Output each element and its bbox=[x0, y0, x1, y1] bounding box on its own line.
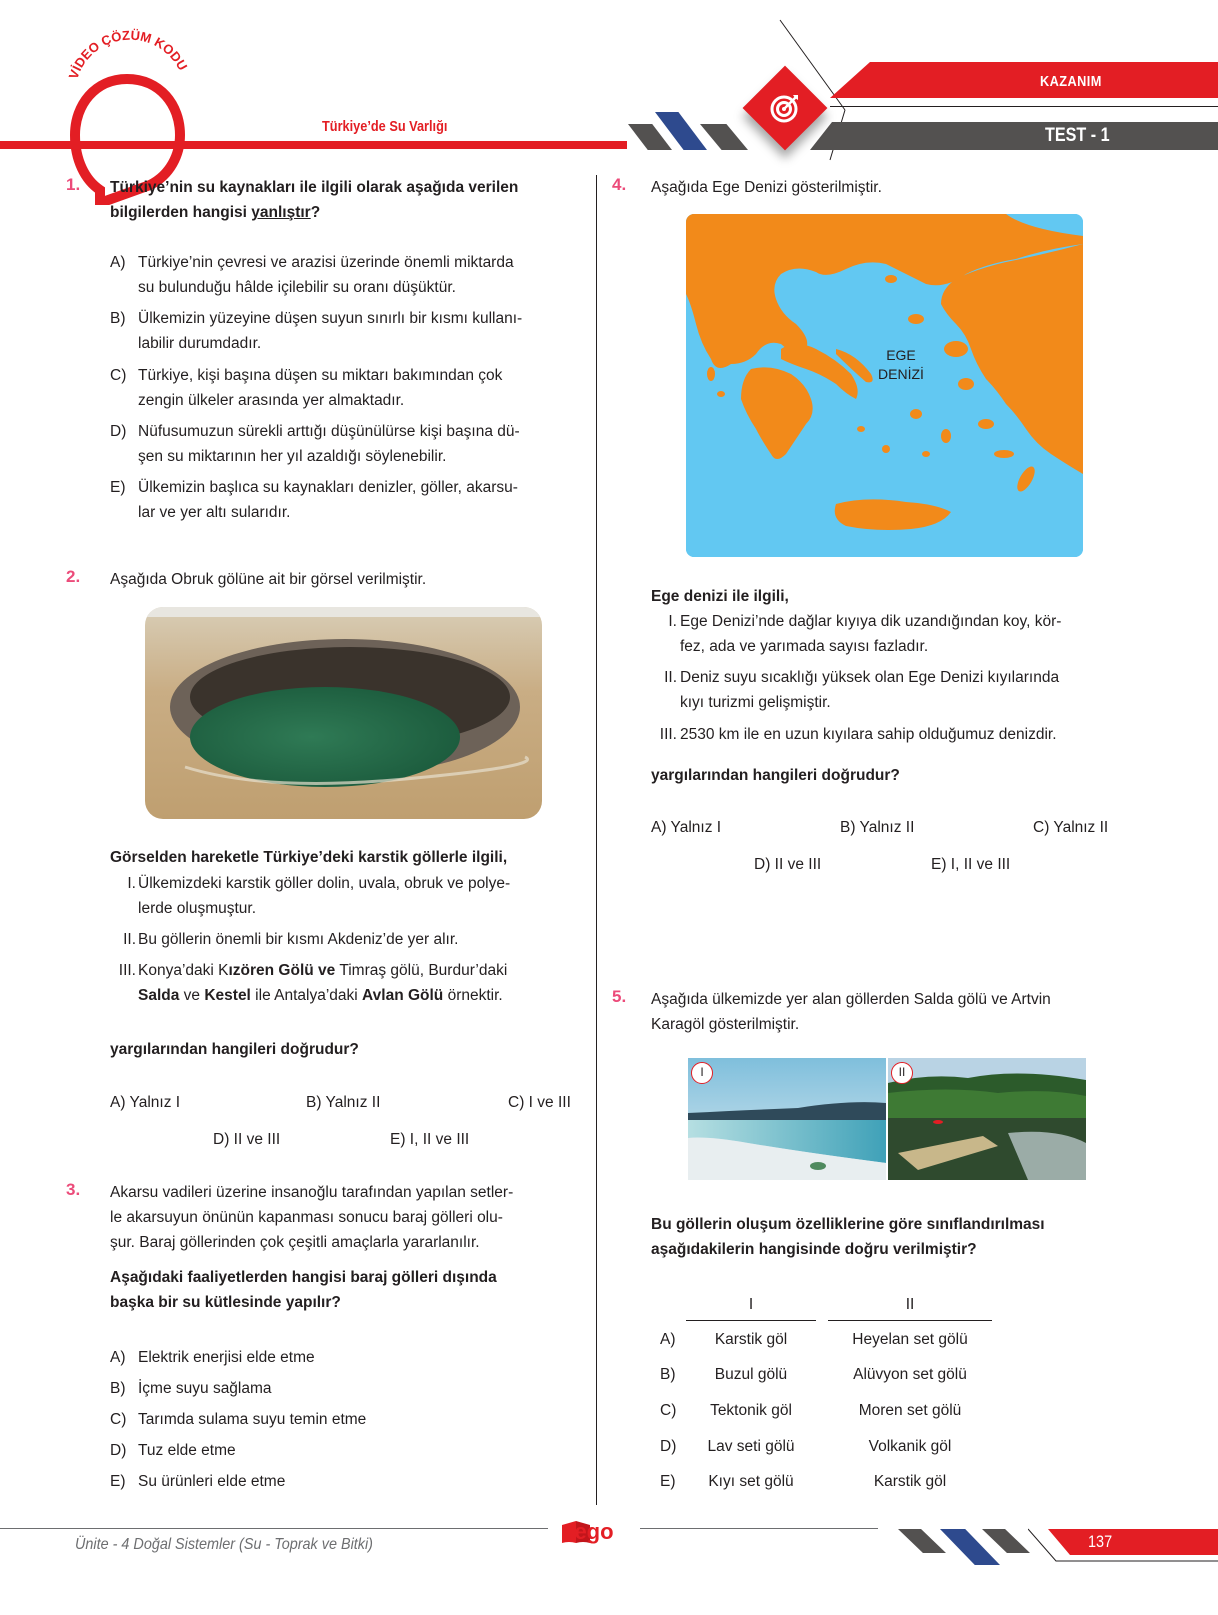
option-a[interactable]: A) Yalnız I bbox=[110, 1094, 181, 1111]
photo-badge-i: I bbox=[691, 1062, 713, 1084]
question-prompt: Bu göllerin oluşum özelliklerine göre sınıflandırılması bbox=[651, 1216, 1045, 1233]
page-number-band bbox=[1048, 1529, 1218, 1555]
option-letter: D) bbox=[110, 1442, 127, 1459]
unit-title: Ünite - 4 Doğal Sistemler (Su - Toprak ve Bitki) bbox=[75, 1536, 373, 1553]
test-band bbox=[810, 122, 1218, 150]
question-prompt: yargılarından hangileri doğrudur? bbox=[651, 767, 900, 784]
topic-title: Türkiye’de Su Varlığı bbox=[322, 118, 448, 135]
footer-rule bbox=[0, 1528, 548, 1529]
header-stripe-dark bbox=[700, 124, 748, 150]
statement-label: II. bbox=[123, 931, 136, 948]
option-letter: D) bbox=[660, 1438, 677, 1455]
table-header-rule bbox=[686, 1320, 816, 1321]
cell-i: Kıyı set gölü bbox=[708, 1473, 794, 1490]
question-intro: Aşağıda Obruk gölüne ait bir görsel verilmiştir. bbox=[110, 571, 427, 588]
question-number: 2. bbox=[66, 567, 81, 586]
question-prompt: Aşağıdaki faaliyetlerden hangisi baraj gölleri dışında bbox=[110, 1269, 497, 1286]
statement-fragment: Konya’daki K bbox=[138, 962, 229, 979]
stem-text: ? bbox=[310, 204, 321, 221]
question-stem: Akarsu vadileri üzerine insanoğlu tarafından yapılan setler- bbox=[110, 1184, 514, 1201]
option-text: Tarımda sulama suyu temin etme bbox=[138, 1411, 367, 1428]
question-intro: Aşağıda ülkemizde yer alan göllerden Salda gölü ve Artvin bbox=[651, 991, 1051, 1008]
option-letter: D) bbox=[110, 423, 127, 440]
statement-text: Deniz suyu sıcaklığı yüksek olan Ege Denizi kıyılarında bbox=[680, 669, 1060, 686]
option-text: zengin ülkeler arasında yer almaktadır. bbox=[138, 392, 405, 409]
option-a[interactable]: A) Yalnız I bbox=[651, 819, 722, 836]
cell-i: Tektonik göl bbox=[710, 1402, 792, 1419]
obruk-lake-photo bbox=[145, 607, 542, 819]
kazanim-band bbox=[830, 62, 1218, 98]
question-number: 3. bbox=[66, 1180, 81, 1199]
question-intro: Aşağıda Ege Denizi gösterilmiştir. bbox=[651, 179, 882, 196]
option-text: İçme suyu sağlama bbox=[138, 1380, 272, 1397]
column-divider bbox=[596, 175, 597, 1505]
svg-text:VİDEO ÇÖZÜM KODU: VİDEO ÇÖZÜM KODU bbox=[65, 27, 191, 82]
footer-rule bbox=[640, 1528, 878, 1529]
nego-logo bbox=[556, 1507, 634, 1549]
header-rule bbox=[830, 106, 1218, 107]
map-label-line2: DENİZİ bbox=[878, 366, 924, 382]
cell-ii: Heyelan set gölü bbox=[852, 1331, 968, 1348]
test-label: TEST - 1 bbox=[1045, 125, 1110, 146]
option-letter: E) bbox=[110, 479, 126, 496]
footer-stripe-dark bbox=[982, 1529, 1030, 1553]
cell-ii: Moren set gölü bbox=[858, 1402, 962, 1419]
salda-lake-photo bbox=[688, 1058, 886, 1180]
option-letter: E) bbox=[110, 1473, 126, 1490]
footer-stripe-dark bbox=[898, 1529, 946, 1553]
kazanim-label: KAZANIM bbox=[1040, 73, 1102, 90]
option-d[interactable]: D) II ve III bbox=[213, 1131, 281, 1148]
table-header-rule bbox=[828, 1320, 992, 1321]
cell-i: Buzul gölü bbox=[714, 1366, 788, 1383]
option-letter: A) bbox=[660, 1331, 676, 1348]
option-text: Elektrik enerjisi elde etme bbox=[138, 1349, 315, 1366]
statement-text: Ege Denizi’nde dağlar kıyıya dik uzandığından koy, kör- bbox=[680, 613, 1062, 630]
option-text: Ülkemizin yüzeyine düşen suyun sınırlı bir kısmı kullanı- bbox=[138, 310, 523, 327]
question-prompt: başka bir su kütlesinde yapılır? bbox=[110, 1294, 341, 1311]
option-text: Nüfusumuzun sürekli arttığı düşünülürse kişi başına dü- bbox=[138, 423, 520, 440]
page-number: 137 bbox=[1088, 1532, 1113, 1551]
option-text: Türkiye’nin çevresi ve arazisi üzerinde önemli miktarda bbox=[138, 254, 514, 271]
statement-text: 2530 km ile en uzun kıyılara sahip olduğumuz denizdir. bbox=[680, 726, 1057, 743]
question-stem bbox=[110, 200, 320, 225]
question-intro: Karagöl gösterilmiştir. bbox=[651, 1016, 800, 1033]
statement-fragment: örnektir. bbox=[443, 987, 503, 1004]
header-red-rule bbox=[0, 141, 627, 149]
svg-text:nego: nego bbox=[561, 1519, 614, 1544]
table-header-ii: II bbox=[905, 1296, 915, 1313]
statement-text: kıyı turizmi gelişmiştir. bbox=[680, 694, 831, 711]
cell-i: Lav seti gölü bbox=[707, 1438, 795, 1455]
option-text: şen su miktarının her yıl azaldığı söylenebilir. bbox=[138, 448, 447, 465]
table-header-i: I bbox=[748, 1296, 754, 1313]
aegean-sea-map bbox=[686, 214, 1083, 557]
target-icon bbox=[767, 90, 803, 126]
statement-label: III. bbox=[659, 726, 677, 743]
option-letter: C) bbox=[660, 1402, 677, 1419]
statement-bold-fragment: Kestel bbox=[204, 987, 251, 1004]
option-letter: A) bbox=[110, 1349, 126, 1366]
statement-text: fez, ada ve yarımada sayısı fazladır. bbox=[680, 638, 929, 655]
option-e[interactable]: E) I, II ve III bbox=[390, 1131, 470, 1148]
video-code-arc-text bbox=[55, 20, 205, 120]
statement-text: Bu göllerin önemli bir kısmı Akdeniz’de yer alır. bbox=[138, 931, 459, 948]
statement-text: lerde oluşmuştur. bbox=[138, 900, 257, 917]
option-c[interactable]: C) Yalnız II bbox=[1033, 819, 1109, 836]
option-c[interactable]: C) I ve III bbox=[508, 1094, 571, 1111]
statement-bold-fragment: Avlan Gölü bbox=[362, 987, 444, 1004]
option-letter: B) bbox=[660, 1366, 676, 1383]
statement-label: III. bbox=[118, 962, 136, 979]
option-text: su bulunduğu hâlde içilebilir su oranı düşüktür. bbox=[138, 279, 456, 296]
header-stripe-dark bbox=[628, 124, 672, 150]
option-letter: C) bbox=[110, 1411, 127, 1428]
option-text: Ülkemizin başlıca su kaynakları denizler, göller, akarsu- bbox=[138, 479, 518, 496]
option-letter: C) bbox=[110, 367, 127, 384]
option-text: Tuz elde etme bbox=[138, 1442, 236, 1459]
statement-label: I. bbox=[127, 875, 136, 892]
statement-fragment: ve bbox=[179, 987, 205, 1004]
statements-lead: Görselden hareketle Türkiye’deki karstik göllerle ilgili, bbox=[110, 849, 508, 866]
underlined-word: yanlıştır bbox=[251, 204, 311, 221]
cell-ii: Volkanik göl bbox=[868, 1438, 952, 1455]
question-prompt: yargılarından hangileri doğrudur? bbox=[110, 1041, 359, 1058]
option-text: lar ve yer altı sularıdır. bbox=[138, 504, 291, 521]
question-number: 5. bbox=[612, 987, 627, 1006]
cell-ii: Alüvyon set gölü bbox=[853, 1366, 967, 1383]
statement-text: Ülkemizdeki karstik göller dolin, uvala, obruk ve polye- bbox=[138, 875, 511, 892]
photo-badge-ii: II bbox=[891, 1062, 913, 1084]
question-stem: şur. Baraj göllerinden çok çeşitli amaçlarla yararlanılır. bbox=[110, 1234, 480, 1251]
statement-fragment: Timraş gölü, Burdur’daki bbox=[335, 962, 508, 979]
option-text: Su ürünleri elde etme bbox=[138, 1473, 286, 1490]
statement-label: II. bbox=[664, 669, 677, 686]
option-letter: A) bbox=[110, 254, 126, 271]
question-number: 4. bbox=[612, 175, 627, 194]
cell-i: Karstik göl bbox=[714, 1331, 788, 1348]
option-b[interactable]: B) Yalnız II bbox=[840, 819, 915, 836]
option-text: labilir durumdadır. bbox=[138, 335, 262, 352]
option-b[interactable]: B) Yalnız II bbox=[306, 1094, 381, 1111]
karagol-lake-photo bbox=[888, 1058, 1086, 1180]
statements-lead: Ege denizi ile ilgili, bbox=[651, 588, 789, 605]
statement-text bbox=[138, 983, 503, 1008]
option-letter: E) bbox=[660, 1473, 676, 1490]
option-text: Türkiye, kişi başına düşen su miktarı bakımından çok bbox=[138, 367, 503, 384]
statement-bold-fragment: ızören Gölü ve bbox=[228, 962, 336, 979]
option-d[interactable]: D) II ve III bbox=[754, 856, 822, 873]
statement-bold-fragment: Salda bbox=[138, 987, 180, 1004]
option-e[interactable]: E) I, II ve III bbox=[931, 856, 1011, 873]
option-letter: B) bbox=[110, 1380, 126, 1397]
map-label-line1: EGE bbox=[886, 347, 916, 363]
question-prompt: aşağıdakilerin hangisinde doğru verilmiştir? bbox=[651, 1241, 977, 1258]
statement-fragment: ile Antalya’daki bbox=[250, 987, 363, 1004]
question-stem: le akarsuyun önünün kapanması sonucu baraj gölleri olu- bbox=[110, 1209, 503, 1226]
option-letter: B) bbox=[110, 310, 126, 327]
statement-text bbox=[138, 958, 507, 983]
question-number: 1. bbox=[66, 175, 81, 194]
cell-ii: Karstik göl bbox=[873, 1473, 947, 1490]
statement-label: I. bbox=[668, 613, 677, 630]
stem-text: bilgilerden hangisi bbox=[110, 204, 252, 221]
question-stem: Türkiye’nin su kaynakları ile ilgili olarak aşağıda verilen bbox=[110, 179, 519, 196]
